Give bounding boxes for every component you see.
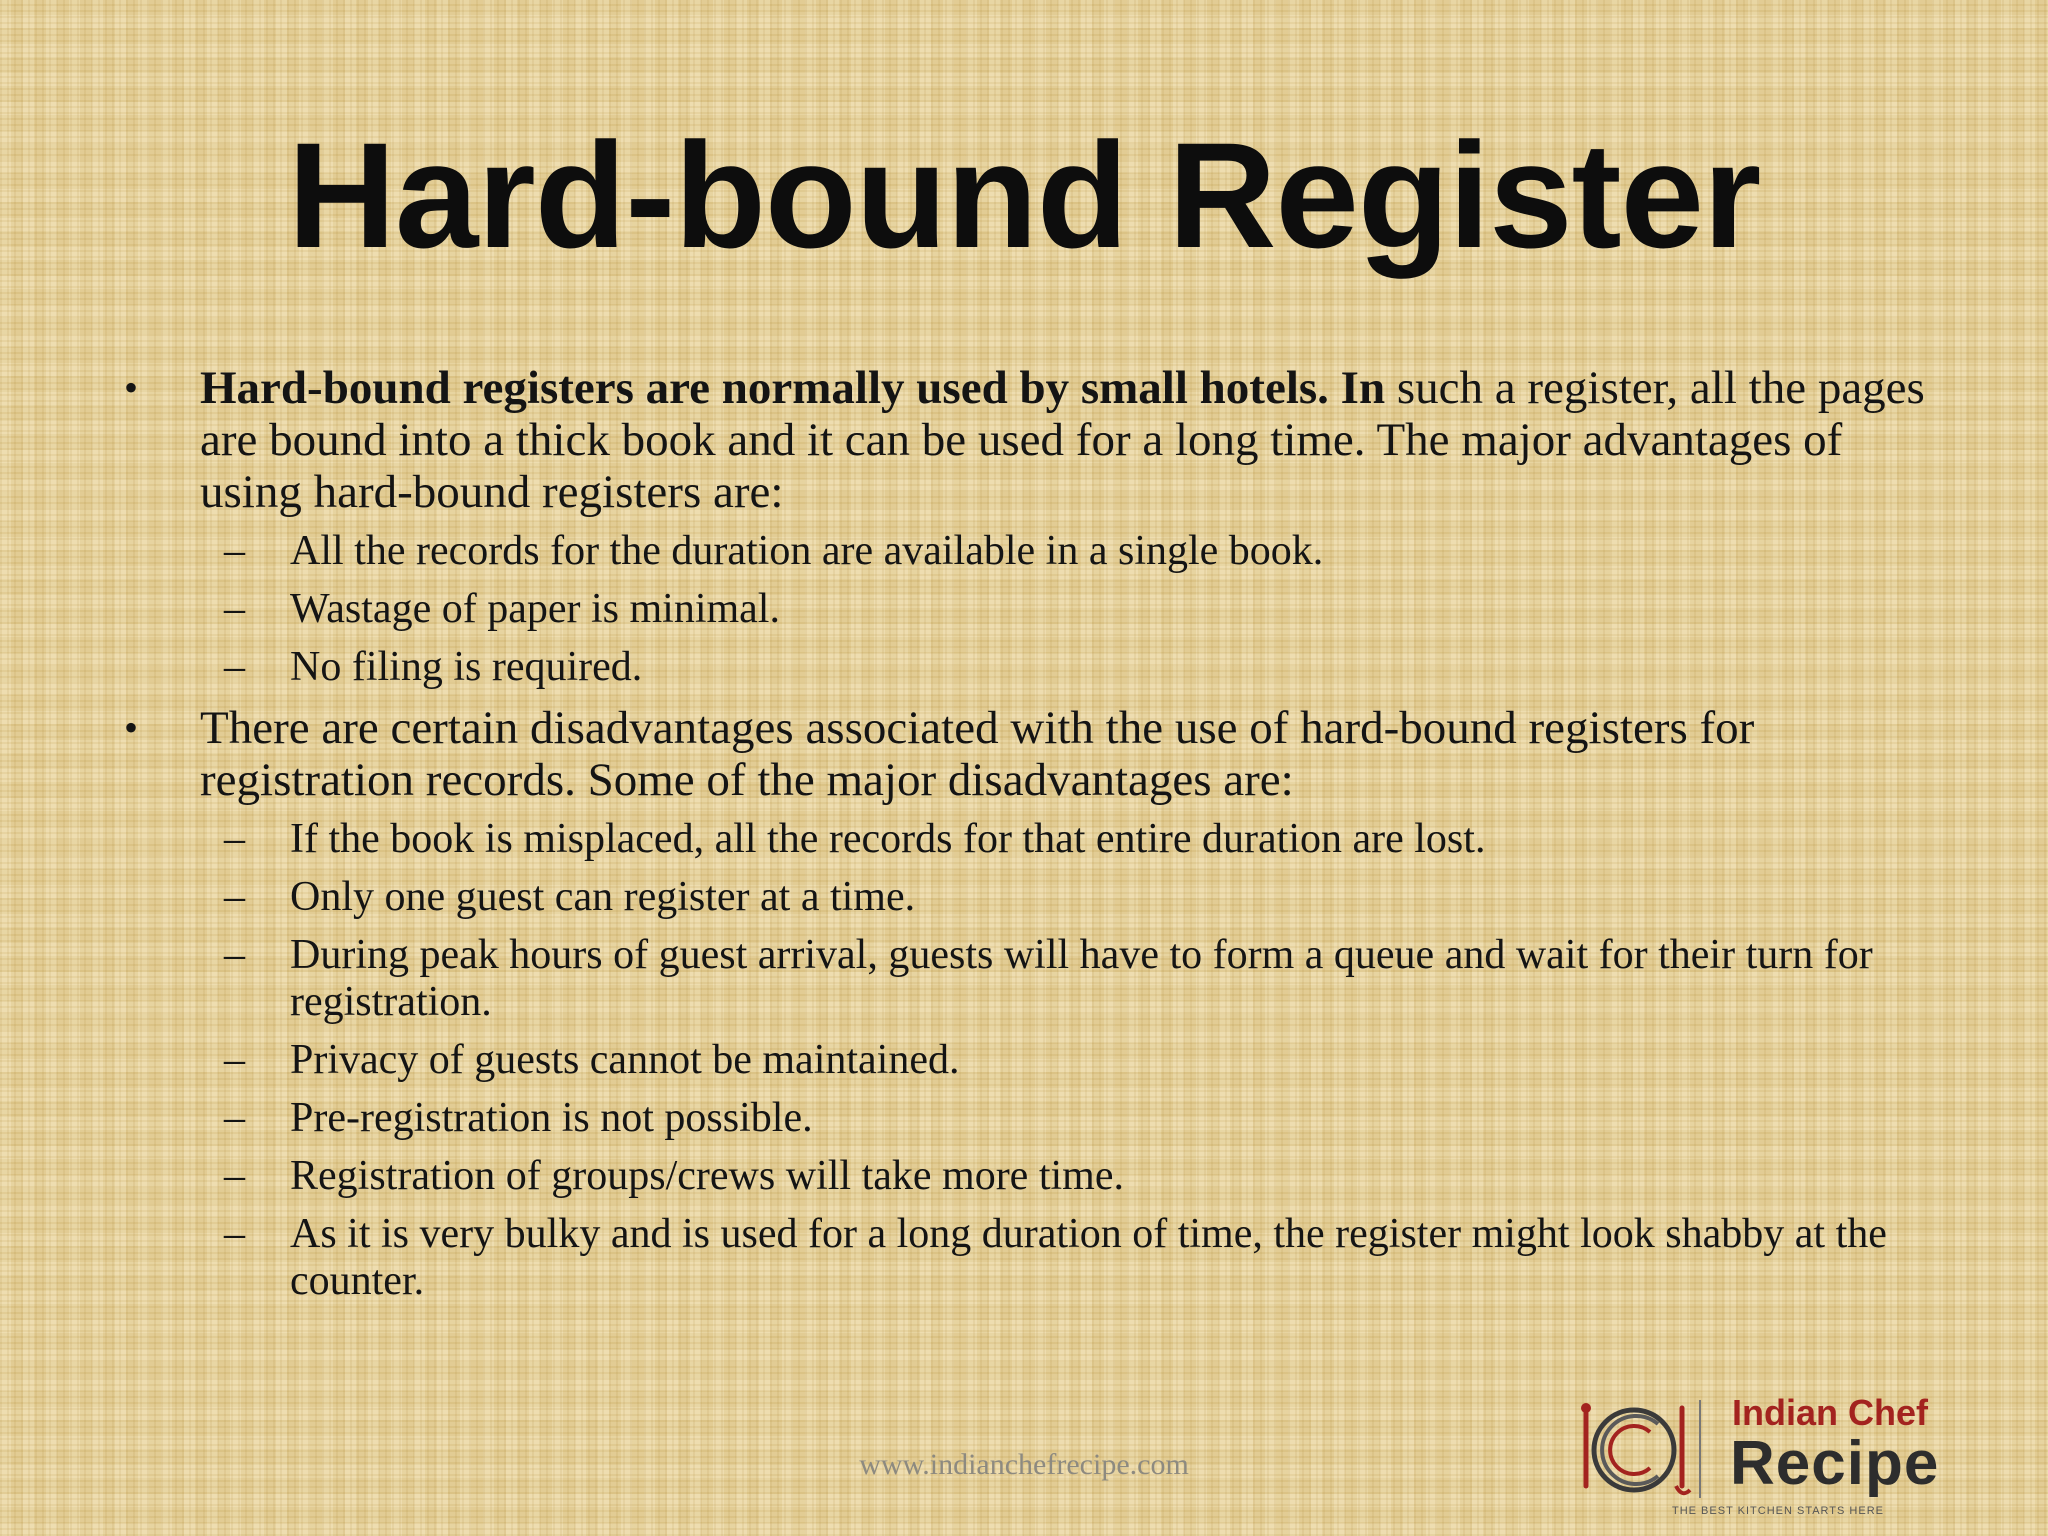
sub-item-text: Privacy of guests cannot be maintained. bbox=[290, 1037, 960, 1083]
sub-item bbox=[120, 932, 1950, 1026]
bullet-glyph: • bbox=[124, 705, 139, 750]
footer-url: www.indianchefrecipe.com bbox=[859, 1448, 1189, 1481]
dash-glyph: – bbox=[224, 816, 245, 862]
sub-item bbox=[120, 874, 1950, 921]
sub-item bbox=[120, 1095, 1950, 1142]
slide-title: Hard-bound Register bbox=[287, 111, 1761, 279]
sub-item-text: As it is very bulky and is used for a long duration of time, the register might look shabby at the counter. bbox=[290, 1211, 1887, 1304]
dash-glyph: – bbox=[224, 1153, 245, 1199]
slide-content bbox=[120, 362, 1950, 1316]
dash-glyph: – bbox=[224, 874, 245, 920]
dash-glyph: – bbox=[224, 1095, 245, 1141]
sub-item-text: No filing is required. bbox=[290, 644, 643, 690]
sub-item bbox=[120, 528, 1950, 575]
sub-item bbox=[120, 1037, 1950, 1084]
sub-item bbox=[120, 586, 1950, 633]
chef-logo-icon bbox=[1572, 1394, 1702, 1504]
bullet-text: There are certain disadvantages associated with the use of hard-bound registers for registration records. Some of the major disadvantages are: bbox=[200, 702, 1755, 806]
sub-item bbox=[120, 644, 1950, 691]
brand-logo bbox=[1572, 1388, 2022, 1518]
dash-glyph: – bbox=[224, 1037, 245, 1083]
sub-list bbox=[120, 816, 1950, 1305]
dash-glyph: – bbox=[224, 932, 245, 978]
dash-glyph: – bbox=[224, 1211, 245, 1257]
dash-glyph: – bbox=[224, 586, 245, 632]
dash-glyph: – bbox=[224, 644, 245, 690]
bullet-bold-text: Hard-bound registers are normally used by small hotels. In bbox=[200, 362, 1386, 414]
sub-item-text: Registration of groups/crews will take more time. bbox=[290, 1153, 1124, 1199]
bullet-item bbox=[120, 702, 1950, 806]
sub-item-text: All the records for the duration are available in a single book. bbox=[290, 528, 1324, 574]
sub-item bbox=[120, 816, 1950, 863]
sub-item-text: Wastage of paper is minimal. bbox=[290, 586, 780, 632]
bullet-text: such a register, all the pages are bound into a thick book and it can be used for a long time. The major advantages of using hard-bound registers are: bbox=[200, 362, 1925, 518]
bullet-glyph: • bbox=[124, 365, 139, 410]
logo-text-main: Recipe bbox=[1730, 1429, 1940, 1498]
sub-list bbox=[120, 528, 1950, 691]
sub-item-text: During peak hours of guest arrival, guests will have to form a queue and wait for their turn for registration. bbox=[290, 932, 1873, 1025]
logo-tagline: THE BEST KITCHEN STARTS HERE bbox=[1672, 1505, 1884, 1517]
sub-item-text: If the book is misplaced, all the records for that entire duration are lost. bbox=[290, 816, 1486, 862]
sub-item bbox=[120, 1211, 1950, 1305]
bullet-item bbox=[120, 362, 1950, 518]
dash-glyph: – bbox=[224, 528, 245, 574]
sub-item-text: Only one guest can register at a time. bbox=[290, 874, 916, 920]
sub-item-text: Pre-registration is not possible. bbox=[290, 1095, 813, 1141]
logo-text-top: Indian Chef bbox=[1732, 1392, 1928, 1433]
sub-item bbox=[120, 1153, 1950, 1200]
